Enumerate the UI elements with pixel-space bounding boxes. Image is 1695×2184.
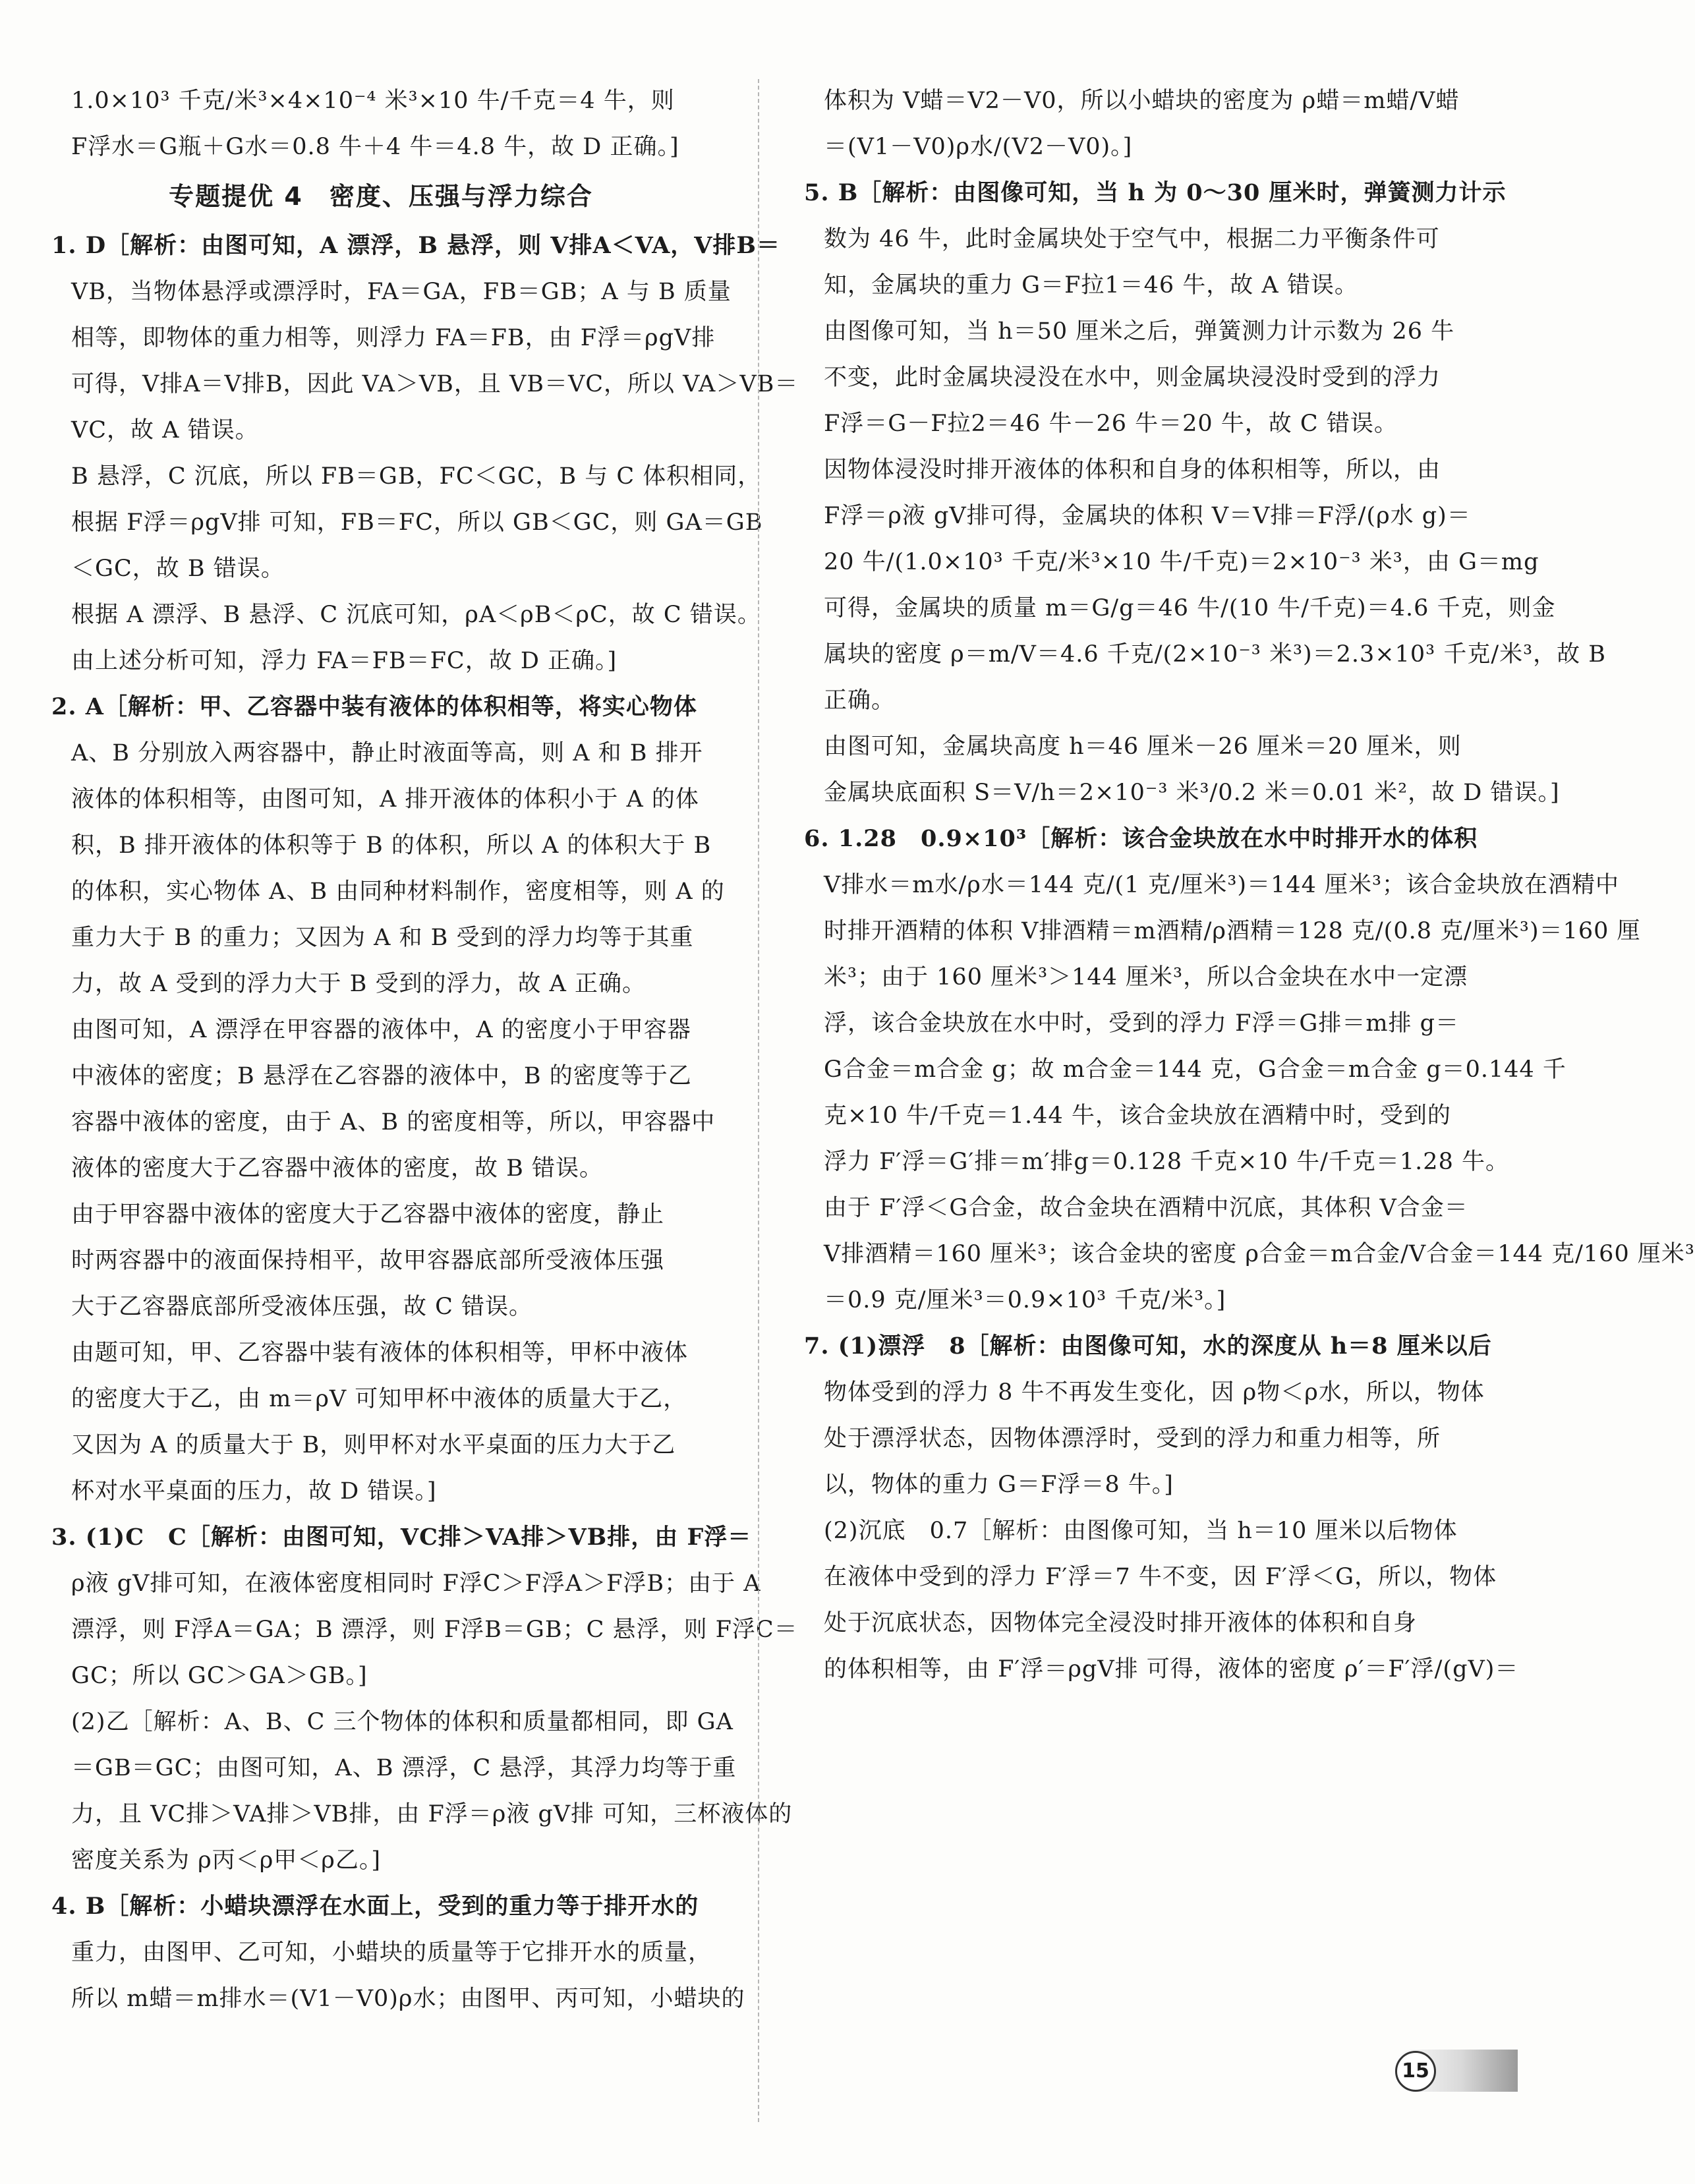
text-line: 时排开酒精的体积 V排酒精＝m酒精/ρ酒精＝128 克/(0.8 克/厘米³)＝160 厘 (824, 918, 1641, 944)
text-line: 克×10 牛/千克＝1.44 牛，该合金块放在酒精中时，受到的 (824, 1103, 1451, 1129)
text-line: 由题可知，甲、乙容器中装有液体的体积相等，甲杯中液体 (71, 1340, 689, 1366)
page-number: 15 (1395, 2051, 1436, 2092)
text-line: 处于漂浮状态，因物体漂浮时，受到的浮力和重力相等，所 (824, 1425, 1441, 1452)
text-line: ＝GB＝GC；由图可知，A、B 漂浮，C 悬浮，其浮力均等于重 (71, 1755, 737, 1781)
text-line: 由于甲容器中液体的密度大于乙容器中液体的密度，静止 (71, 1201, 665, 1228)
text-line: 数为 46 牛，此时金属块处于空气中，根据二力平衡条件可 (824, 226, 1440, 252)
section-title: 专题提优 4 密度、压强与浮力综合 (169, 182, 593, 211)
text-line: 5. B［解析：由图像可知，当 h 为 0～30 厘米时，弹簧测力计示 (804, 179, 1507, 206)
text-line: 浮，该合金块放在水中时，受到的浮力 F浮＝G排＝m排 g＝ (824, 1010, 1460, 1037)
text-line: G合金＝m合金 g；故 m合金＝144 克，G合金＝m合金 g＝0.144 千 (824, 1056, 1566, 1083)
text-line: VB，当物体悬浮或漂浮时，FA＝GA，FB＝GB；A 与 B 质量 (71, 279, 732, 305)
text-line: V排水＝m水/ρ水＝144 克/(1 克/厘米³)＝144 厘米³；该合金块放在酒精中 (824, 872, 1620, 898)
column-divider (758, 79, 759, 2122)
text-line: ρ液 gV排可知，在液体密度相同时 F浮C＞F浮A＞F浮B；由于 A (71, 1570, 761, 1597)
right-column (804, 78, 1695, 1692)
text-line: 20 牛/(1.0×10³ 千克/米³×10 牛/千克)＝2×10⁻³ 米³，由 G＝mg (824, 549, 1539, 575)
left-column (51, 78, 799, 2022)
text-line: GC；所以 GC＞GA＞GB。] (71, 1663, 368, 1689)
text-line: 因物体浸没时排开液体的体积和自身的体积相等，所以，由 (824, 457, 1441, 483)
text-line: 物体受到的浮力 8 牛不再发生变化，因 ρ物＜ρ水，所以，物体 (824, 1379, 1485, 1406)
text-line: F浮水＝G瓶＋G水＝0.8 牛＋4 牛＝4.8 牛，故 D 正确。] (71, 134, 679, 160)
text-line: 的体积相等，由 F′浮＝ρgV排 可得，液体的密度 ρ′＝F′浮/(gV)＝ (824, 1656, 1519, 1682)
text-line: 属块的密度 ρ＝m/V＝4.6 千克/(2×10⁻³ 米³)＝2.3×10³ 千克/米³，故 B (824, 641, 1606, 668)
text-line: 液体的密度大于乙容器中液体的密度，故 B 错误。 (71, 1155, 603, 1182)
text-line: F浮＝G－F拉2＝46 牛－26 牛＝20 牛，故 C 错误。 (824, 411, 1398, 437)
text-line: 漂浮，则 F浮A＝GA；B 漂浮，则 F浮B＝GB；C 悬浮，则 F浮C＝ (71, 1617, 798, 1643)
text-line: 力，故 A 受到的浮力大于 B 受到的浮力，故 A 正确。 (71, 971, 646, 997)
text-line: 1. D［解析：由图可知，A 漂浮，B 悬浮，则 V排A＜VA，V排B＝ (51, 232, 781, 259)
text-line: 金属块底面积 S＝V/h＝2×10⁻³ 米³/0.2 米＝0.01 米²，故 D 错误。] (824, 780, 1560, 806)
text-line: (2)沉底 0.7［解析：由图像可知，当 h＝10 厘米以后物体 (824, 1518, 1458, 1544)
text-line: 由图像可知，当 h＝50 厘米之后，弹簧测力计示数为 26 牛 (824, 318, 1455, 345)
text-line: 1.0×10³ 千克/米³×4×10⁻⁴ 米³×10 牛/千克＝4 牛，则 (71, 88, 675, 114)
text-line: 时两容器中的液面保持相平，故甲容器底部所受液体压强 (71, 1248, 665, 1274)
text-line: 正确。 (824, 687, 896, 714)
page-number-tab (1393, 2050, 1518, 2092)
text-line: 重力，由图甲、乙可知，小蜡块的质量等于它排开水的质量， (71, 1940, 712, 1966)
text-line: 3. (1)C C［解析：由图可知，VC排＞VA排＞VB排，由 F浮＝ (51, 1524, 752, 1551)
text-line: 6. 1.28 0.9×10³［解析：该合金块放在水中时排开水的体积 (804, 825, 1478, 852)
text-line: 处于沉底状态，因物体完全浸没时排开液体的体积和自身 (824, 1610, 1418, 1636)
text-line: 可得，V排A＝V排B，因此 VA＞VB，且 VB＝VC，所以 VA＞VB＝ (71, 371, 799, 397)
text-line: 由图可知，A 漂浮在甲容器的液体中，A 的密度小于甲容器 (71, 1017, 691, 1043)
text-line: 的体积，实心物体 A、B 由同种材料制作，密度相等，则 A 的 (71, 878, 725, 905)
text-line: 以，物体的重力 G＝F浮＝8 牛。] (824, 1472, 1174, 1498)
text-line: 浮力 F′浮＝G′排＝m′排g＝0.128 千克×10 牛/千克＝1.28 牛。 (824, 1149, 1509, 1175)
text-line: V排酒精＝160 厘米³；该合金块的密度 ρ合金＝m合金/V合金＝144 克/160 厘米³ (824, 1241, 1695, 1267)
text-line: 力，且 VC排＞VA排＞VB排，由 F浮＝ρ液 gV排 可知，三杯液体的 (71, 1801, 793, 1827)
text-line: 7. (1)漂浮 8［解析：由图像可知，水的深度从 h＝8 厘米以后 (804, 1333, 1492, 1360)
text-line: 的密度大于乙，由 m＝ρV 可知甲杯中液体的质量大于乙， (71, 1386, 687, 1412)
text-line: 根据 A 漂浮、B 悬浮、C 沉底可知，ρA＜ρB＜ρC，故 C 错误。 (71, 602, 761, 628)
text-line: 杯对水平桌面的压力，故 D 错误。] (71, 1478, 437, 1505)
text-line: 积，B 排开液体的体积等于 B 的体积，所以 A 的体积大于 B (71, 832, 712, 859)
text-line: A、B 分别放入两容器中，静止时液面等高，则 A 和 B 排开 (71, 740, 703, 766)
text-line: 所以 m蜡＝m排水＝(V1－V0)ρ水；由图甲、丙可知，小蜡块的 (71, 1986, 745, 2012)
text-line: 相等，即物体的重力相等，则浮力 FA＝FB，由 F浮＝ρgV排 (71, 325, 716, 351)
text-line: 由上述分析可知，浮力 FA＝FB＝FC，故 D 正确。] (71, 648, 618, 674)
text-line: 2. A［解析：甲、乙容器中装有液体的体积相等，将实心物体 (51, 693, 697, 720)
text-line: F浮＝ρ液 gV排可得，金属块的体积 V＝V排＝F浮/(ρ水 g)＝ (824, 503, 1471, 529)
text-line: 由图可知，金属块高度 h＝46 厘米－26 厘米＝20 厘米，则 (824, 733, 1462, 760)
text-line: 4. B［解析：小蜡块漂浮在水面上，受到的重力等于排开水的 (51, 1893, 699, 1920)
text-line: 大于乙容器底部所受液体压强，故 C 错误。 (71, 1294, 533, 1320)
text-line: 不变，此时金属块浸没在水中，则金属块浸没时受到的浮力 (824, 364, 1441, 391)
text-line: ＜GC，故 B 错误。 (71, 556, 285, 582)
text-line: B 悬浮，C 沉底，所以 FB＝GB，FC＜GC，B 与 C 体积相同， (71, 463, 762, 490)
text-line: 由于 F′浮＜G合金，故合金块在酒精中沉底，其体积 V合金＝ (824, 1195, 1468, 1221)
text-line: ＝0.9 克/厘米³＝0.9×10³ 千克/米³。] (824, 1287, 1226, 1313)
text-line: 知，金属块的重力 G＝F拉1＝46 牛，故 A 错误。 (824, 272, 1358, 299)
text-line: (2)乙［解析：A、B、C 三个物体的体积和质量都相同，即 GA (71, 1709, 733, 1735)
text-line: 可得，金属块的质量 m＝G/g＝46 牛/(10 牛/千克)＝4.6 千克，则金 (824, 595, 1556, 621)
text-line: 体积为 V蜡＝V2－V0，所以小蜡块的密度为 ρ蜡＝m蜡/V蜡 (824, 88, 1460, 114)
text-line: 根据 F浮＝ρgV排 可知，FB＝FC，所以 GB＜GC，则 GA＝GB (71, 509, 763, 536)
text-line: 中液体的密度；B 悬浮在乙容器的液体中，B 的密度等于乙 (71, 1063, 692, 1089)
text-line: 密度关系为 ρ丙＜ρ甲＜ρ乙。] (71, 1847, 382, 1874)
text-line: ＝(V1－V0)ρ水/(V2－V0)。] (824, 134, 1133, 160)
text-line: 重力大于 B 的重力；又因为 A 和 B 受到的浮力均等于其重 (71, 925, 694, 951)
text-line: 米³；由于 160 厘米³＞144 厘米³，所以合金块在水中一定漂 (824, 964, 1468, 991)
text-line: 容器中液体的密度，由于 A、B 的密度相等，所以，甲容器中 (71, 1109, 716, 1135)
text-line: 又因为 A 的质量大于 B，则甲杯对水平桌面的压力大于乙 (71, 1432, 676, 1458)
text-line: 在液体中受到的浮力 F′浮＝7 牛不变，因 F′浮＜G，所以，物体 (824, 1564, 1497, 1590)
text-line: VC，故 A 错误。 (71, 417, 259, 444)
text-line: 液体的体积相等，由图可知，A 排开液体的体积小于 A 的体 (71, 786, 699, 813)
